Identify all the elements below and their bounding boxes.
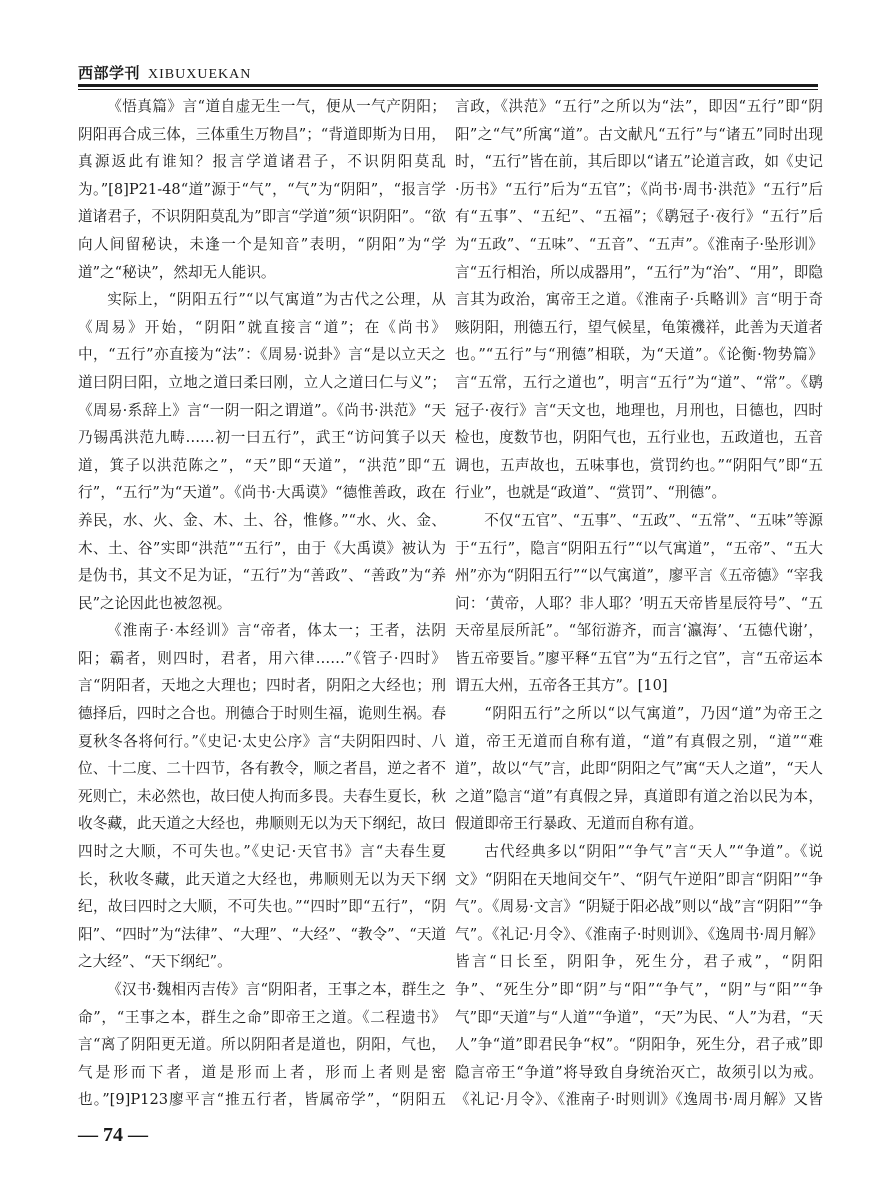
- paragraph: 《悟真篇》言“道自虚无生一气，便从一气产阴阳；阴阳再合成三体，三体重生万物昌”；“背道即斯为日用，真源返此有谁知？报言学道诸君子，不识阴阳莫乱为。”[8]P21-48“道”源于“气”，“气”为“阴阳”，“报言学道诸君子，不识阴阳莫乱为”即言“学道”须“识阴阳”。“欲向人间留秘诀，未逢一个是知音”表明，“阴阳”为“学道”之“秘诀”，然却无人能识。: [78, 98, 446, 281]
- paragraph: 言政，《洪范》“五行”之所以为“法”，即因“五行”即“阴阳”之“气”所寓“道”。古文献凡“五行”与“诸五”同时出现时，“五行”皆在前，其后即以“诸五”论道言政，如《史记·历书》“五行”后为“五官”；《尚书·周书·洪范》“五行”后有“五事”、“五纪”、“五福”；《鹖冠子·夜行》“五行”后为“五政”、“五味”、“五音”、“五声”。《淮南子·坠形训》言“五行相治，所以成器用”，“五行”为“治”、“用”，即隐言其为政治，寓帝王之道。《淮南子·兵略训》言“明于奇赅阴阳，刑德五行，望气候星，龟策禨祥，此善为天道者也。”“五行”与“刑德”相联，为“天道”。《论衡·物势篇》言“五常，五行之道也”，明言“五行”为“道”、“常”。《鹖冠子·夜行》言“天文也，地理也，月刑也，日德也，四时检也，度数节也，阴阳气也，五行业也，五政道也，五音调也，五声故也，五味事也，赏罚约也。”“阴阳气”即“五行业”，也就是“政道”、“赏罚”、“刑德”。: [455, 98, 823, 502]
- journal-pinyin: XIBUXUEKAN: [148, 67, 252, 82]
- page-number: — 74 —: [78, 1124, 148, 1146]
- paragraph: 《淮南子·本经训》言“帝者，体太一；王者，法阴阳；霸者，则四时，君者，用六律……”《管子·四时》言“阴阳者，天地之大理也；四时者，阴阳之大经也；刑德择后，四时之合也。刑德合于时则生福，诡则生祸。春夏秋冬各将何行。”《史记·太史公序》言“夫阴阳四时、八位、十二度、二十四节，各有教令，顺之者昌，逆之者不死则亡，未必然也，故曰使人拘而多畏。夫春生夏长，秋收冬藏，此天道之大经也，弗顺则无以为天下纲纪，故曰四时之大顺，不可失也。”《史记·天官书》言“夫春生夏长，秋收冬藏，此天道之大经也，弗顺则无以为天下纲纪，故曰四时之大顺，不可失也。”“四时”即“五行”，“阴阳”、“四时”为“法律”、“大理”、“大经”、“教令”、“天道之大经”、“天下纲纪”。: [78, 622, 446, 971]
- paragraph: 不仅“五官”、“五事”、“五政”、“五常”、“五味”等源于“五行”，隐言“阴阳五行”“以气寓道”，“五帝”、“五大州”亦为“阴阳五行”“以气寓道”，廖平言《五帝德》“宰我问：‘黄帝，人耶？非人耶？’明五天帝皆星辰符号”、“五天帝星辰所託”。“邹衍游齐，而言‘瀛海’、‘五德代谢’，皆五帝要旨。”廖平释“五官”为“五行之官”，言“五帝运本谓五大州，五帝各王其方”。[10]: [455, 511, 823, 695]
- header-rule-thick: [78, 84, 818, 87]
- journal-title: 西部学刊: [78, 64, 141, 82]
- paragraph: 《汉书·魏相丙吉传》言“阴阳者，王事之本，群生之命”，“王事之本，群生之命”即帝王之道。《二程遗书》言“离了阴阳更无道。所以阴阳者是道也，阴阳，气也，气是形而下者，道是形而上者，形而上者则是密也。”[9]P123廖平言“推五行者，皆属帝学”，“阴阳五: [78, 981, 446, 1109]
- paragraph: 古代经典多以“阴阳”“争气”言“天人”“争道”。《说文》“阴阳在天地间交午”、“阴气午逆阳”即言“阴阳”“争气”。《周易·文言》“阴疑于阳必战”则以“战”言“阴阳”“争气”。《礼记·月令》、《淮南子·时则训》、《逸周书·周月解》皆言“日长至，阴阳争，死生分，君子戒”，“阴阳争”、“死生分”即“阴”与“阳”“争气”，“阴”与“阳”“争气”即“天道”与“人道”“争道”，“天”为民、“人”为君，“天人”争“道”即君民争“权”。“阴阳争，死生分，君子戒”即隐言帝王“争道”将导致自身统治灭亡，故须引以为戒。《礼记·月令》、《淮南子·时则训》《逸周书·周月解》又皆: [455, 843, 823, 1109]
- paragraph: “阴阳五行”之所以“以气寓道”，乃因“道”为帝王之道，帝王无道而自称有道，“道”有真假之别，“道”“难道”，故以“气”言，此即“阴阳之气”寓“天人之道”，“天人之道”隐言“道”有真假之异，真道即有道之治以民为本，假道即帝王行暴政、无道而自称有道。: [455, 705, 823, 833]
- right-column: [455, 93, 823, 1111]
- running-header: [78, 62, 818, 86]
- header-rule-thin: [78, 89, 818, 90]
- left-column: [78, 93, 446, 1111]
- paragraph: 实际上，“阴阳五行”“以气寓道”为古代之公理，从《周易》开始，“阴阳”就直接言“道”；在《尚书》中，“五行”亦直接为“法”：《周易·说卦》言“是以立天之道曰阴曰阳，立地之道曰柔曰刚，立人之道曰仁与义”；《周易·系辞上》言“一阴一阳之谓道”。《尚书·洪范》“天乃锡禹洪范九畴……初一曰五行”，武王“访问箕子以天道，箕子以洪范陈之”，“天”即“天道”，“洪范”即“五行”，“五行”为“天道”。《尚书·大禹谟》“德惟善政，政在养民，水、火、金、木、土、谷，惟修。”“水、火、金、木、土、谷”实即“洪范”“五行”，由于《大禹谟》被认为是伪书，其文不足为证，“五行”为“善政”、“善政”为“养民”之论因此也被忽视。: [78, 291, 446, 612]
